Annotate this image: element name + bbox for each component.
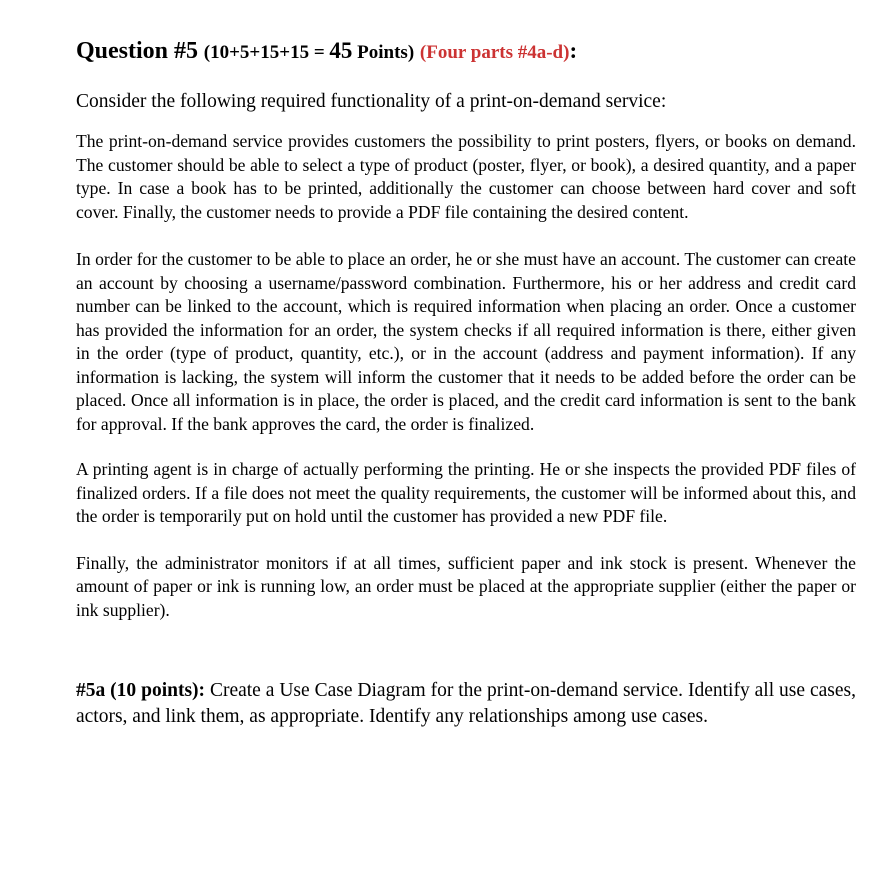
task-label: #5a (10 points): xyxy=(76,680,206,701)
paragraph-product-selection: The print-on-demand service provides customers the possibility to print posters, flyers, or books on demand. The customer should be able to select a type of product (poster, flyer, or book), a desired quantity, and a paper type. In case a book has to be printed, additionally the customer can choose between hard cover and soft cover. Finally, the customer needs to provide a PDF file containing the desired content. xyxy=(76,131,856,222)
question-page xyxy=(76,36,856,730)
paragraph-administrator: Finally, the administrator monitors if at all times, sufficient paper and ink stock is present. Whenever the amount of paper or ink is running low, an order must be placed at the appropriate supplier (either the paper or ink supplier). xyxy=(76,552,856,620)
task-5a xyxy=(76,678,856,730)
points-word: Points) xyxy=(352,42,415,63)
task-text: Create a Use Case Diagram for the print-on-demand service. Identify all use cases, actors, and link them, as appropriate. Identify any relationships among use cases. xyxy=(76,680,856,727)
points-total: 45 xyxy=(329,38,353,63)
points-expression: (10+5+15+15 = xyxy=(203,42,330,63)
heading-colon: : xyxy=(569,38,578,63)
question-label: Question #5 xyxy=(76,38,199,64)
intro-text: Consider the following required functionality of a print-on-demand service: xyxy=(76,91,667,112)
paragraph-printing-agent: A printing agent is in charge of actually performing the printing. He or she inspects the provided PDF files of finalized orders. If a file does not meet the quality requirements, the customer will be informed about this, and the order is temporarily put on hold until the customer has provided a new PDF file. xyxy=(76,459,856,526)
paragraph-account-ordering: In order for the customer to be able to place an order, he or she must have an account. The customer can create an account by choosing a username/password combination. Furthermore, his or her address and credit card number can be linked to the account, which is required information when placing an order. Once a customer has provided the information for an order, the system checks if all required information is there, either given in the order (type of product, quantity, etc.), or in the account (address and payment information). If any information is lacking, the system will inform the customer that it needs to be added before the order can be placed. Once all information is in place, the order is placed, and the credit card information is sent to the bank for approval. If the bank approves the card, the order is finalized. xyxy=(76,249,856,434)
question-heading xyxy=(76,36,856,68)
parts-note: (Four parts #4a-d) xyxy=(419,42,570,63)
